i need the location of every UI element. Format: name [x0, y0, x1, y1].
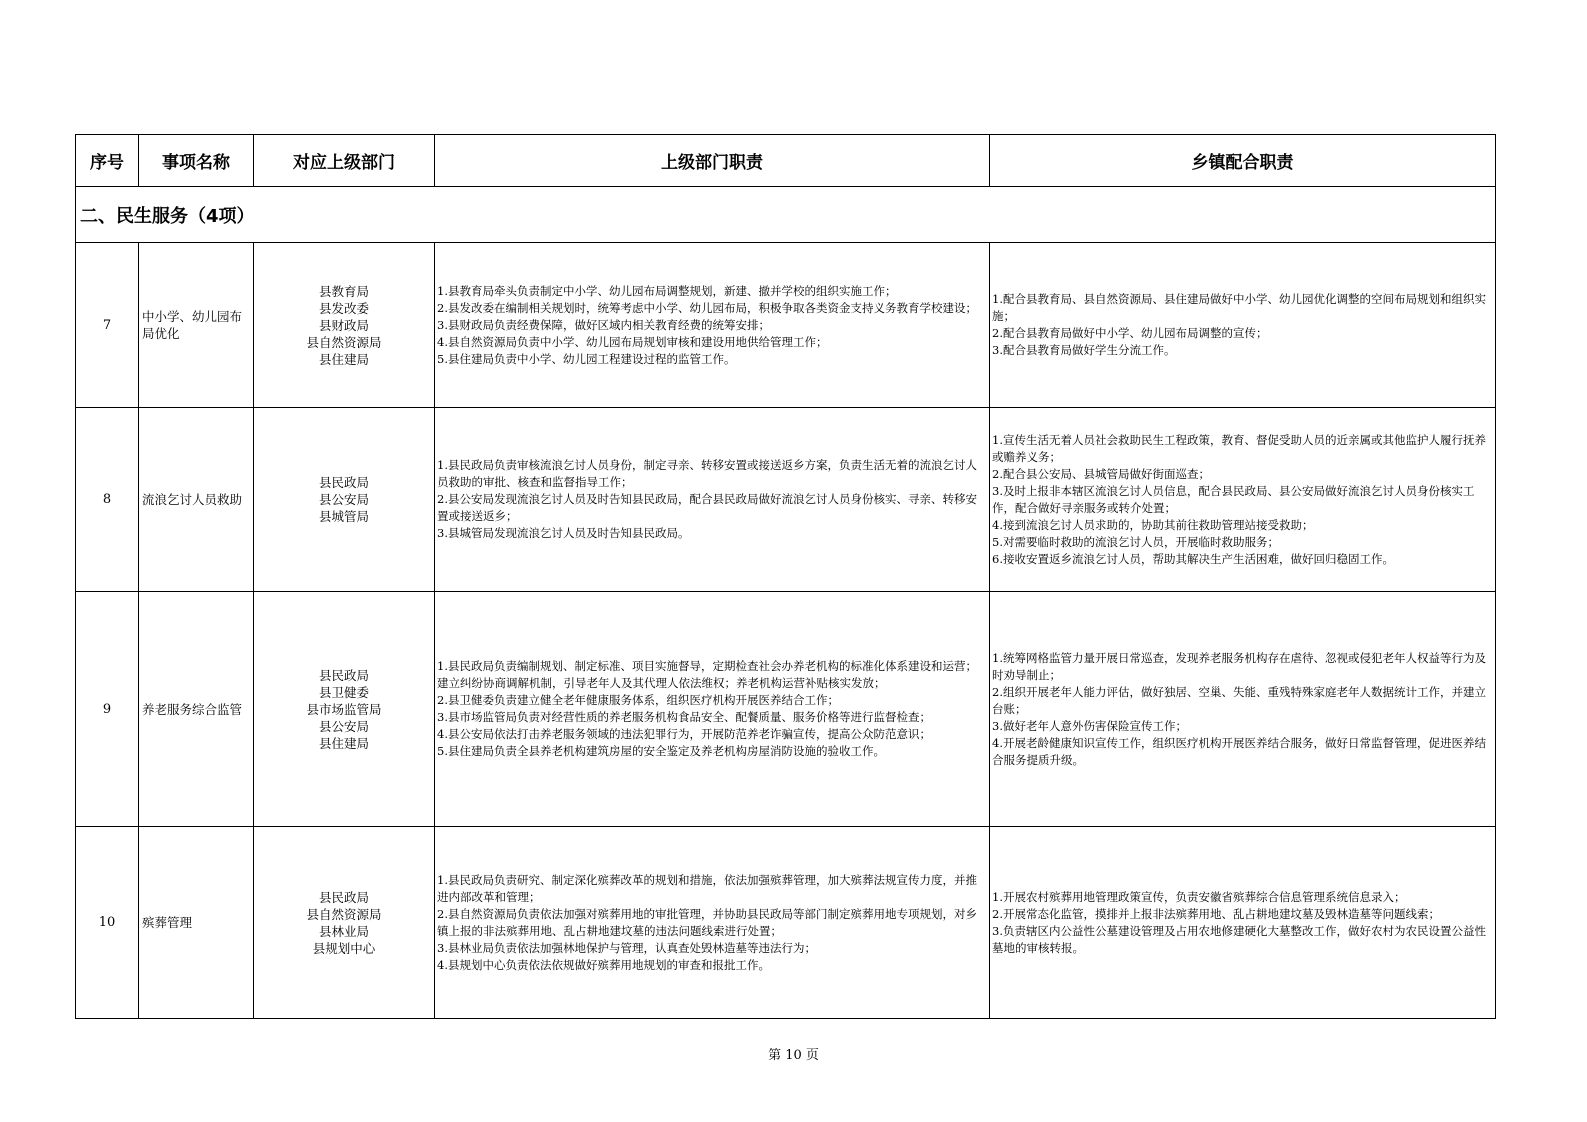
- row-departments: [254, 592, 435, 827]
- duty-item: 1.县教育局牵头负责制定中小学、幼儿园布局调整规划，新建、撤并学校的组织实施工作；: [437, 283, 897, 298]
- duty-item: 4.接到流浪乞讨人员求助的，协助其前往救助管理站接受救助；: [992, 517, 1314, 532]
- row-item-name: 养老服务综合监管: [139, 592, 254, 827]
- department-name: 县住建局: [318, 351, 369, 367]
- duty-item: 3.县市场监管局负责对经营性质的养老服务机构食品安全、配餐质量、服务价格等进行监督检查；: [437, 710, 931, 724]
- duty-item: 1.开展农村殡葬用地管理政策宣传，负责安徽省殡葬综合信息管理系统信息录入；: [992, 889, 1406, 904]
- table-row: [76, 243, 1496, 408]
- row-upper-duties: [435, 243, 990, 408]
- section-title: 二、民生服务（4项）: [76, 187, 1496, 243]
- row-item-name: 流浪乞讨人员救助: [139, 408, 254, 592]
- duty-item: 3.配合县教育局做好学生分流工作。: [992, 343, 1176, 357]
- department-name: 县公安局: [318, 492, 369, 507]
- header-item-name: 事项名称: [139, 135, 254, 187]
- duty-item: 6.接收安置返乡流浪乞讨人员，帮助其解决生产生活困难，做好回归稳固工作。: [992, 551, 1394, 566]
- department-name: 县公安局: [318, 718, 369, 734]
- duty-item: 2.开展常态化监管，摸排并上报非法殡葬用地、乱占耕地建坟墓及毁林造墓等问题线索；: [992, 906, 1440, 921]
- row-number: 9: [76, 592, 139, 827]
- row-township-duties: [990, 408, 1496, 592]
- duty-item: 3.县林业局负责依法加强林地保护与管理，认真查处毁林造墓等违法行为；: [437, 940, 816, 955]
- duty-item: 2.组织开展老年人能力评估，做好独居、空巢、失能、重残特殊家庭老年人数据统计工作，并建立台账；: [992, 684, 1486, 716]
- duty-item: 2.县公安局发现流浪乞讨人员及时告知县民政局，配合县民政局做好流浪乞讨人员身份核实、寻亲、转移安置或接送返乡；: [437, 492, 977, 523]
- row-departments: [254, 408, 435, 592]
- row-upper-duties: [435, 827, 990, 1019]
- department-name: 县自然资源局: [306, 334, 382, 350]
- row-item-name: 中小学、幼儿园布局优化: [139, 243, 254, 408]
- duty-item: 3.县城管局发现流浪乞讨人员及时告知县民政局。: [437, 526, 690, 540]
- section-row: [76, 187, 1496, 243]
- table-row: [76, 408, 1496, 592]
- duty-item: 4.县公安局依法打击养老服务领域的违法犯罪行为，开展防范养老诈骗宣传，提高公众防范意识；: [437, 727, 931, 741]
- department-name: 县城管局: [318, 509, 369, 524]
- duty-item: 4.县规划中心负责依法依规做好殡葬用地规划的审查和报批工作。: [437, 957, 770, 972]
- row-upper-duties: [435, 592, 990, 827]
- row-departments: [254, 827, 435, 1019]
- duty-item: 3.做好老年人意外伤害保险宣传工作；: [992, 718, 1187, 733]
- duty-item: 5.对需要临时救助的流浪乞讨人员，开展临时救助服务；: [992, 534, 1279, 549]
- department-name: 县住建局: [318, 735, 369, 751]
- duty-item: 2.配合县教育局做好中小学、幼儿园布局调整的宣传；: [992, 326, 1268, 340]
- department-name: 县教育局: [318, 283, 369, 299]
- table-header-row: [76, 135, 1496, 187]
- duty-item: 3.县财政局负责经费保障，做好区域内相关教育经费的统筹安排；: [437, 317, 770, 332]
- duty-item: 5.县住建局负责中小学、幼儿园工程建设过程的监管工作。: [437, 351, 736, 366]
- duty-item: 4.开展老龄健康知识宣传工作，组织医疗机构开展医养结合服务，做好日常监督管理，促进医养结合服务提质升级。: [992, 735, 1486, 767]
- table-row: [76, 592, 1496, 827]
- department-name: 县民政局: [318, 475, 369, 490]
- row-upper-duties: [435, 408, 990, 592]
- department-name: 县自然资源局: [306, 906, 382, 922]
- department-name: 县林业局: [318, 923, 369, 939]
- header-township-duties: 乡镇配合职责: [990, 135, 1496, 187]
- duty-item: 1.县民政局负责审核流浪乞讨人员身份，制定寻亲、转移安置或接送返乡方案，负责生活无着的流浪乞讨人员救助的审批、核查和监督指导工作；: [437, 458, 977, 489]
- table-row: [76, 827, 1496, 1019]
- responsibility-table: [75, 134, 1496, 1019]
- page-number: 第 10 页: [768, 1048, 819, 1063]
- header-department: 对应上级部门: [254, 135, 435, 187]
- department-name: 县市场监管局: [306, 701, 382, 717]
- duty-item: 2.配合县公安局、县城管局做好街面巡查；: [992, 466, 1210, 481]
- duty-item: 1.配合县教育局、县自然资源局、县住建局做好中小学、幼儿园优化调整的空间布局规划和组织实施；: [992, 292, 1486, 323]
- duty-item: 5.县住建局负责全县养老机构建筑房屋的安全鉴定及养老机构房屋消防设施的验收工作。: [437, 744, 885, 758]
- duty-item: 3.及时上报非本辖区流浪乞讨人员信息，配合县民政局、县公安局做好流浪乞讨人员身份核实工作，配合做好寻亲服务或转介处置；: [992, 483, 1475, 515]
- row-township-duties: [990, 827, 1496, 1019]
- row-item-name: 殡葬管理: [139, 827, 254, 1019]
- header-number: 序号: [76, 135, 139, 187]
- duty-item: 2.县发改委在编制相关规划时，统筹考虑中小学、幼儿园布局，积极争取各类资金支持义务教育学校建设；: [437, 300, 977, 315]
- department-name: 县财政局: [318, 317, 369, 333]
- duty-item: 4.县自然资源局负责中小学、幼儿园布局规划审核和建设用地供给管理工作；: [437, 334, 828, 349]
- department-name: 县民政局: [318, 667, 369, 683]
- department-name: 县卫健委: [318, 684, 369, 700]
- row-departments: [254, 243, 435, 408]
- row-number: 8: [76, 408, 139, 592]
- duty-item: 2.县自然资源局负责依法加强对殡葬用地的审批管理，并协助县民政局等部门制定殡葬用地专项规划，对乡镇上报的非法殡葬用地、乱占耕地建坟墓的违法问题线索进行处置；: [437, 906, 977, 938]
- department-name: 县民政局: [318, 889, 369, 905]
- department-name: 县发改委: [318, 300, 369, 316]
- duty-item: 2.县卫健委负责建立健全老年健康服务体系，组织医疗机构开展医养结合工作；: [437, 693, 839, 707]
- duty-item: 1.宣传生活无着人员社会救助民生工程政策，教育、督促受助人员的近亲属或其他监护人履行抚养或赡养义务；: [992, 432, 1486, 464]
- department-name: 县规划中心: [312, 940, 376, 956]
- duty-item: 1.县民政局负责研究、制定深化殡葬改革的规划和措施，依法加强殡葬管理，加大殡葬法规宣传力度，并推进内部改革和管理；: [437, 872, 977, 904]
- row-township-duties: [990, 592, 1496, 827]
- duty-item: 1.县民政局负责编制规划、制定标准、项目实施督导，定期检查社会办养老机构的标准化体系建设和运营；建立纠纷协商调解机制，引导老年人及其代理人依法维权；养老机构运营补贴核实发放；: [437, 659, 977, 690]
- header-upper-duties: 上级部门职责: [435, 135, 990, 187]
- row-number: 7: [76, 243, 139, 408]
- row-number: 10: [76, 827, 139, 1019]
- row-township-duties: [990, 243, 1496, 408]
- duty-item: 3.负责辖区内公益性公墓建设管理及占用农地修建硬化大墓整改工作，做好农村为农民设置公益性墓地的审核转报。: [992, 923, 1486, 955]
- duty-item: 1.统筹网格监管力量开展日常巡查，发现养老服务机构存在虐待、忽视或侵犯老年人权益等行为及时劝导制止；: [992, 650, 1486, 682]
